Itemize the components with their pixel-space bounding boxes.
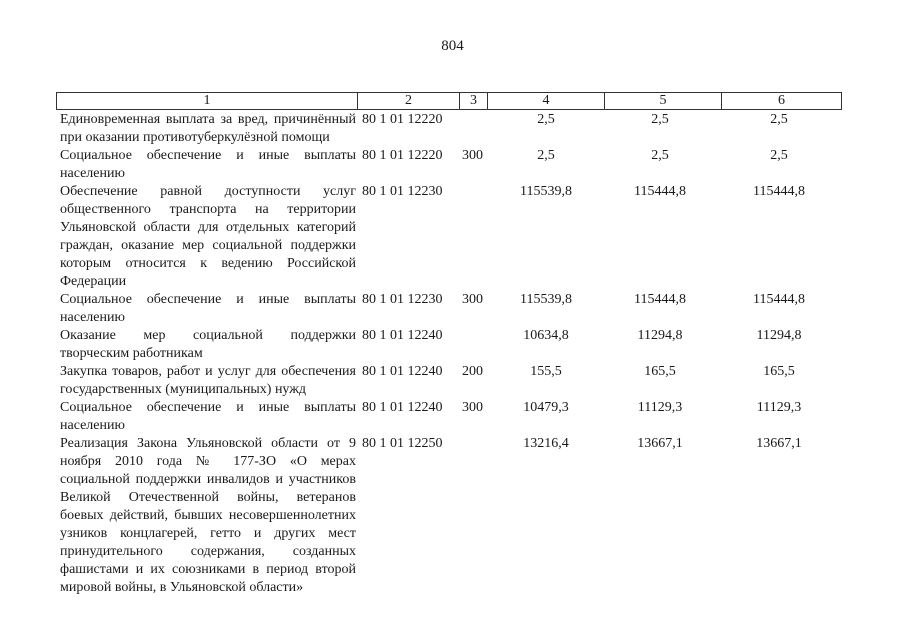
- row-description: Реализация Закона Ульяновской области от 9 ноября 2010 года № 177-ЗО «О мерах социальной поддержки инвалидов и участников Великой Отечественной войны, ветеранов боевых действий, бывших несовершеннолетних узников концлагерей, гетто и других мест принудительного содержания, созданных фашистами и их союзниками в период второй мировой войны, в Ульяновской области»: [60, 436, 356, 595]
- row-code: 80 1 01 12250: [362, 436, 443, 451]
- row-description: Социальное обеспечение и иные выплаты населению: [60, 292, 356, 325]
- row-value-col5: 2,5: [651, 148, 669, 163]
- row-code: 80 1 01 12220: [362, 148, 443, 163]
- row-expense-type: 200: [462, 364, 483, 379]
- row-value-col5: 2,5: [651, 112, 669, 127]
- table-row: [60, 111, 840, 147]
- row-code: 80 1 01 12240: [362, 328, 443, 343]
- row-value-col4: 2,5: [537, 148, 555, 163]
- row-expense-type: 300: [462, 400, 483, 415]
- row-value-col5: 115444,8: [634, 292, 686, 307]
- table-row: [60, 399, 840, 435]
- header-col-1: 1: [203, 93, 211, 108]
- table-row: [60, 291, 840, 327]
- header-col-2: 2: [357, 93, 459, 109]
- table-row: [60, 147, 840, 183]
- row-description: Социальное обеспечение и иные выплаты населению: [60, 400, 356, 433]
- row-description: Единовременная выплата за вред, причинённый при оказании противотуберкулёзной помощи: [60, 112, 356, 145]
- row-value-col5: 11129,3: [637, 400, 683, 415]
- row-value-col4: 2,5: [537, 112, 555, 127]
- row-value-col5: 165,5: [644, 364, 676, 379]
- row-code: 80 1 01 12230: [362, 184, 443, 199]
- row-value-col5: 11294,8: [637, 328, 683, 343]
- row-value-col4: 115539,8: [520, 292, 572, 307]
- row-value-col6: 2,5: [770, 112, 788, 127]
- row-code: 80 1 01 12230: [362, 292, 443, 307]
- row-description: Социальное обеспечение и иные выплаты населению: [60, 148, 356, 181]
- table-row: [60, 363, 840, 399]
- row-value-col6: 115444,8: [753, 184, 805, 199]
- table-body: [60, 111, 840, 597]
- row-expense-type: 300: [462, 292, 483, 307]
- row-code: 80 1 01 12220: [362, 112, 443, 127]
- row-description: Обеспечение равной доступности услуг общественного транспорта на территории Ульяновской области для отдельных категорий граждан, оказание мер социальной поддержки которым относится к ведению Российской Федерации: [60, 184, 356, 289]
- row-value-col4: 10634,8: [523, 328, 569, 343]
- header-col-5: 5: [604, 93, 721, 109]
- row-value-col6: 2,5: [770, 148, 788, 163]
- header-col-4: 4: [487, 93, 604, 109]
- row-value-col6: 115444,8: [753, 292, 805, 307]
- row-value-col6: 13667,1: [756, 436, 802, 451]
- header-col-6: 6: [721, 93, 841, 109]
- row-expense-type: 300: [462, 148, 483, 163]
- row-code: 80 1 01 12240: [362, 400, 443, 415]
- row-value-col4: 155,5: [530, 364, 562, 379]
- row-value-col4: 13216,4: [523, 436, 569, 451]
- page-number: 804: [441, 38, 464, 54]
- row-value-col5: 13667,1: [637, 436, 683, 451]
- row-code: 80 1 01 12240: [362, 364, 443, 379]
- row-value-col6: 165,5: [763, 364, 795, 379]
- row-value-col6: 11294,8: [756, 328, 802, 343]
- table-row: [60, 327, 840, 363]
- row-value-col6: 11129,3: [756, 400, 802, 415]
- header-col-3: 3: [459, 93, 487, 109]
- table-row: [60, 183, 840, 291]
- table-row: [60, 435, 840, 597]
- row-description: Оказание мер социальной поддержки творческим работникам: [60, 328, 356, 361]
- row-value-col5: 115444,8: [634, 184, 686, 199]
- row-value-col4: 10479,3: [523, 400, 569, 415]
- row-description: Закупка товаров, работ и услуг для обеспечения государственных (муниципальных) нужд: [60, 364, 356, 397]
- row-value-col4: 115539,8: [520, 184, 572, 199]
- table-header: [56, 92, 842, 110]
